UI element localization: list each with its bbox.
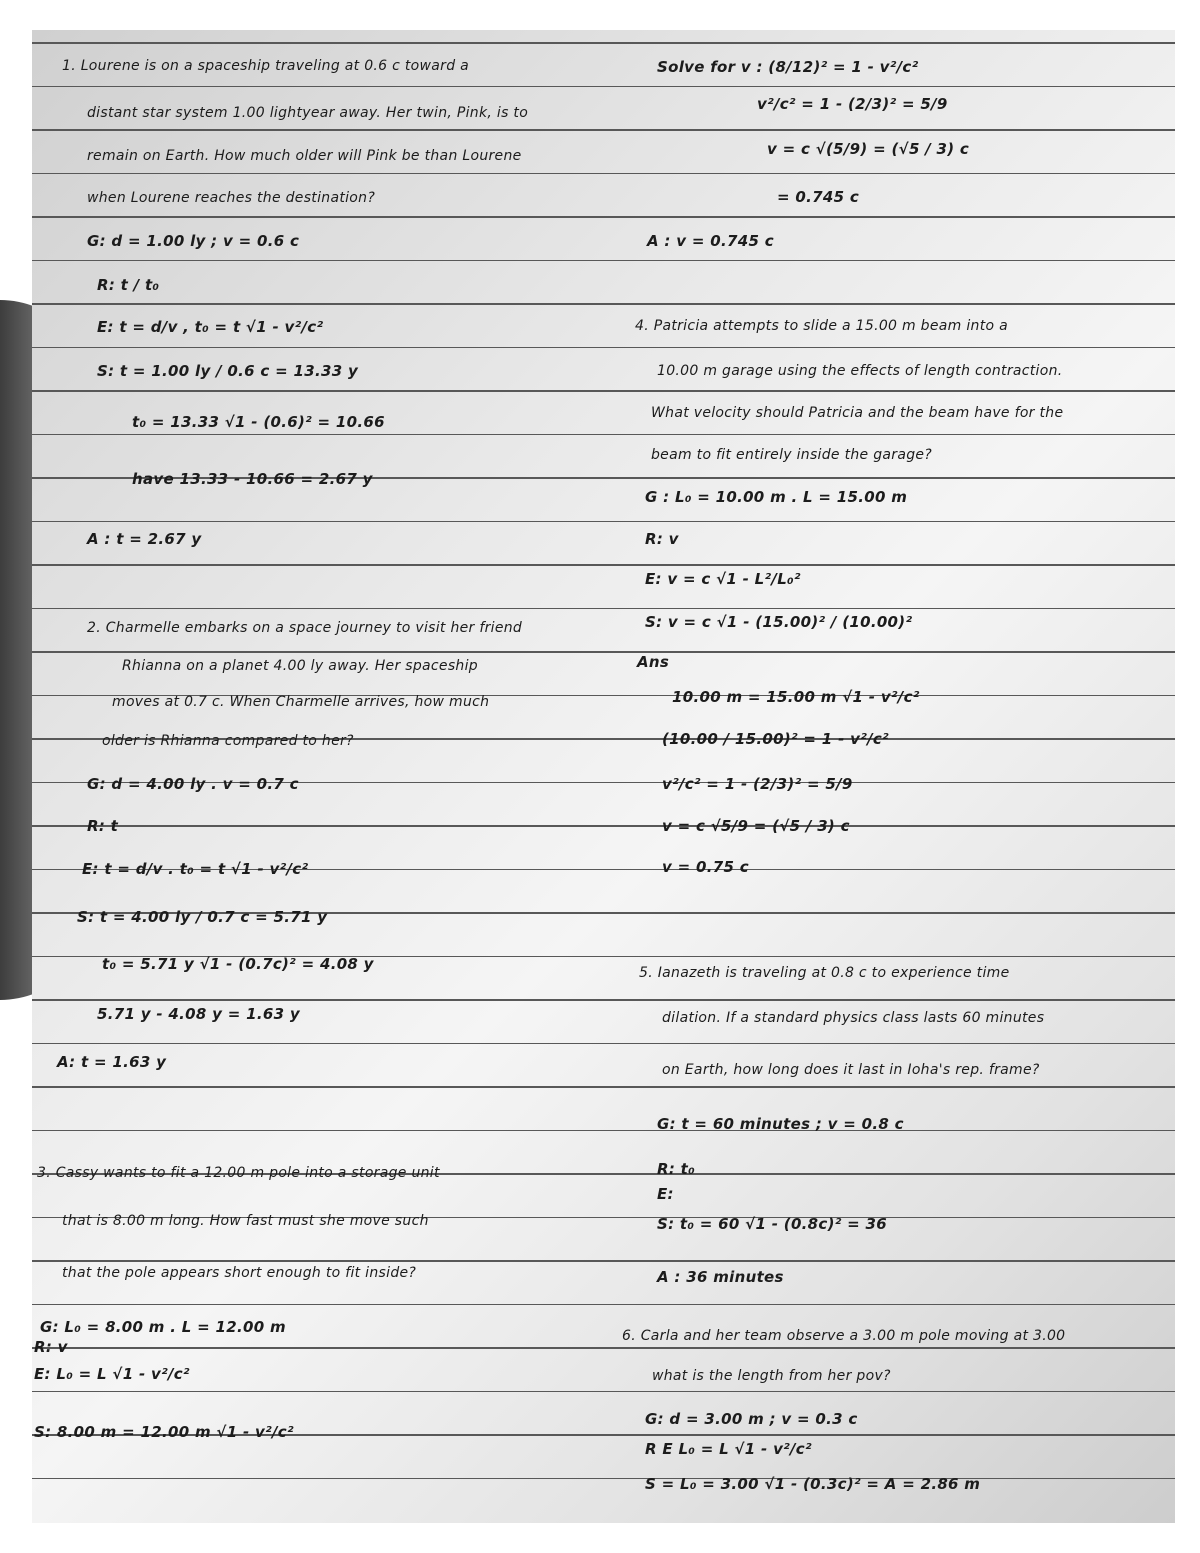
line: A : 36 minutes — [657, 1268, 784, 1286]
line: that the pole appears short enough to fit inside? — [62, 1265, 417, 1281]
line: G: L₀ = 8.00 m . L = 12.00 m — [40, 1318, 286, 1336]
line: dilation. If a standard physics class lasts 60 minutes — [662, 1010, 1045, 1026]
line: distant star system 1.00 lightyear away. Her twin, Pink, is to — [87, 105, 529, 121]
line: v²/c² = 1 - (2/3)² = 5/9 — [757, 95, 948, 113]
line: 3. Cassy wants to fit a 12.00 m pole into a storage unit — [37, 1165, 440, 1181]
line: R: v — [34, 1338, 68, 1356]
line: S = L₀ = 3.00 √1 - (0.3c)² = A = 2.86 m — [645, 1475, 981, 1493]
line: S: v = c √1 - (15.00)² / (10.00)² — [645, 613, 913, 631]
line: A : v = 0.745 c — [647, 232, 774, 250]
line: R: v — [645, 530, 679, 548]
line: v = c √5/9 = (√5 / 3) c — [662, 817, 850, 835]
line: 2. Charmelle embarks on a space journey to visit her friend — [87, 620, 523, 636]
worksheet-paper — [32, 30, 1175, 1523]
line: What velocity should Patricia and the beam have for the — [651, 405, 1064, 421]
line: R E L₀ = L √1 - v²/c² — [645, 1440, 812, 1458]
line: A: t = 1.63 y — [57, 1053, 167, 1071]
line: v²/c² = 1 - (2/3)² = 5/9 — [662, 775, 853, 793]
line: t₀ = 5.71 y √1 - (0.7c)² = 4.08 y — [102, 955, 374, 973]
line: E: v = c √1 - L²/L₀² — [645, 570, 801, 588]
line: t₀ = 13.33 √1 - (0.6)² = 10.66 — [132, 413, 385, 431]
line: E: t = d/v , t₀ = t √1 - v²/c² — [97, 318, 324, 336]
line: 1. Lourene is on a spaceship traveling at 0.6 c toward a — [62, 58, 470, 74]
right-column — [617, 30, 1175, 1523]
line: 10.00 m = 15.00 m √1 - v²/c² — [672, 688, 920, 706]
line: = 0.745 c — [777, 188, 860, 206]
line: G: t = 60 minutes ; v = 0.8 c — [657, 1115, 904, 1133]
line: G : L₀ = 10.00 m . L = 15.00 m — [645, 488, 908, 506]
line: when Lourene reaches the destination? — [87, 190, 376, 206]
line: 4. Patricia attempts to slide a 15.00 m beam into a — [635, 318, 1008, 334]
line: v = 0.75 c — [662, 858, 749, 876]
line: G: d = 1.00 ly ; v = 0.6 c — [87, 232, 300, 250]
line: E: L₀ = L √1 - v²/c² — [34, 1365, 190, 1383]
line: moves at 0.7 c. When Charmelle arrives, how much — [112, 694, 490, 710]
line: G: d = 4.00 ly . v = 0.7 c — [87, 775, 299, 793]
line: beam to fit entirely inside the garage? — [651, 447, 933, 463]
line: Rhianna on a planet 4.00 ly away. Her spaceship — [122, 658, 478, 674]
line: S: 8.00 m = 12.00 m √1 - v²/c² — [34, 1423, 294, 1441]
line: E: t = d/v . t₀ = t √1 - v²/c² — [82, 860, 309, 878]
line: Ans — [637, 653, 670, 671]
line: E: — [657, 1185, 674, 1203]
line: on Earth, how long does it last in Ioha's rep. frame? — [662, 1062, 1040, 1078]
line: S: t = 4.00 ly / 0.7 c = 5.71 y — [77, 908, 328, 926]
line: 5.71 y - 4.08 y = 1.63 y — [97, 1005, 300, 1023]
line: older is Rhianna compared to her? — [102, 733, 354, 749]
line: R: t / t₀ — [97, 276, 160, 294]
line: R: t — [87, 817, 119, 835]
line: (10.00 / 15.00)² = 1 - v²/c² — [662, 730, 889, 748]
line: R: t₀ — [657, 1160, 696, 1178]
line: have 13.33 - 10.66 = 2.67 y — [132, 470, 373, 488]
left-column — [32, 30, 617, 1523]
line: Solve for v : (8/12)² = 1 - v²/c² — [657, 58, 919, 76]
line: 10.00 m garage using the effects of length contraction. — [657, 363, 1063, 379]
line: that is 8.00 m long. How fast must she move such — [62, 1213, 429, 1229]
line: S: t₀ = 60 √1 - (0.8c)² = 36 — [657, 1215, 888, 1233]
line: G: d = 3.00 m ; v = 0.3 c — [645, 1410, 858, 1428]
line: 5. Ianazeth is traveling at 0.8 c to experience time — [639, 965, 1010, 981]
line: what is the length from her pov? — [652, 1368, 891, 1384]
line: v = c √(5/9) = (√5 / 3) c — [767, 140, 970, 158]
line: 6. Carla and her team observe a 3.00 m pole moving at 3.00 — [622, 1328, 1066, 1344]
line: remain on Earth. How much older will Pink be than Lourene — [87, 148, 522, 164]
line: A : t = 2.67 y — [87, 530, 202, 548]
line: S: t = 1.00 ly / 0.6 c = 13.33 y — [97, 362, 359, 380]
